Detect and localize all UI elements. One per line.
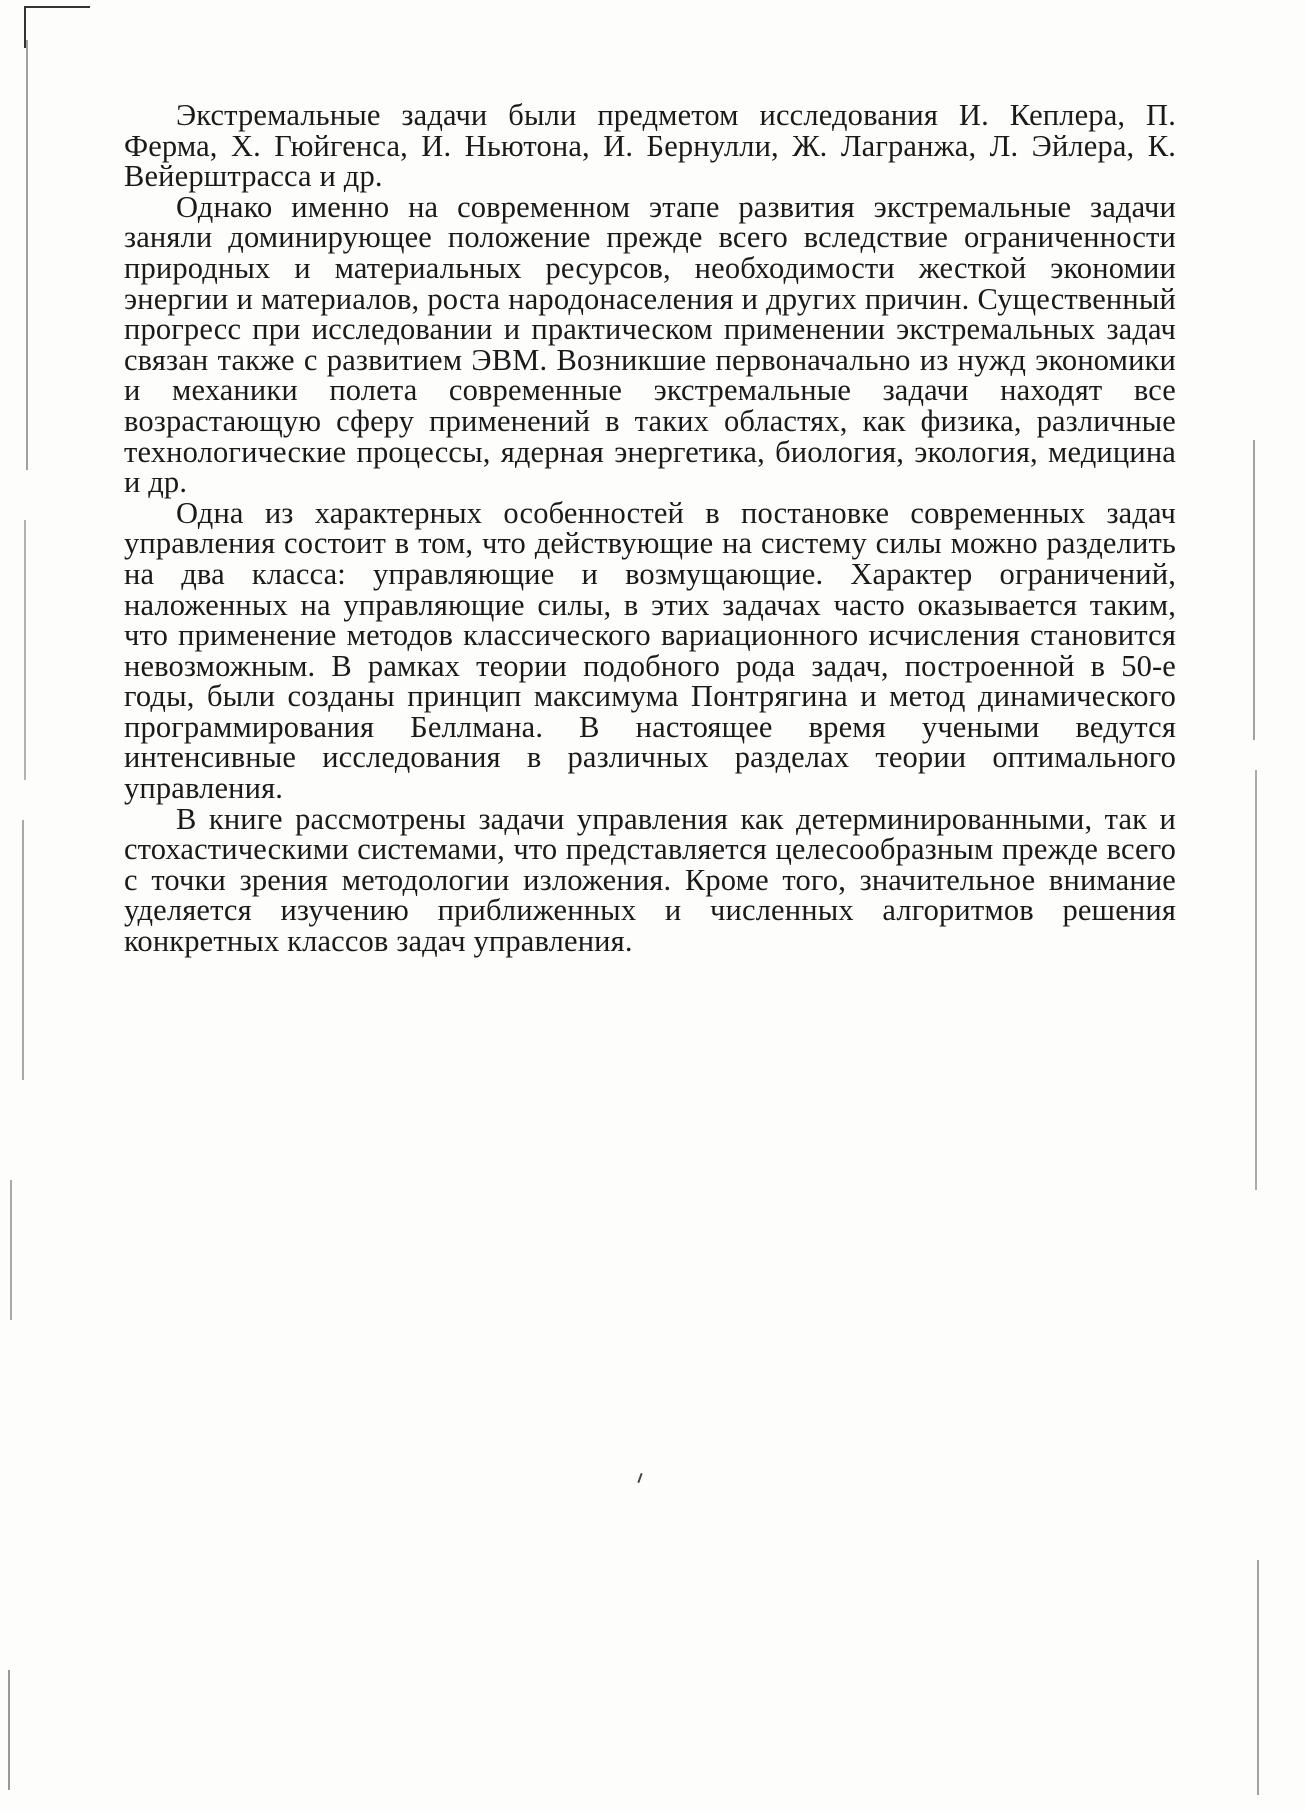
body-text bbox=[124, 100, 1176, 957]
scan-corner-mark bbox=[24, 6, 90, 48]
scan-edge-line bbox=[24, 520, 26, 780]
scan-stray-mark bbox=[637, 1473, 642, 1483]
scan-edge-line bbox=[1255, 770, 1257, 1190]
paragraph: Экстремальные задачи были предметом исследования И. Кеплера, П. Ферма, Х. Гюйгенса, И. Ньютона, И. Бернулли, Ж. Лагранжа, Л. Эйлера, К. Вейерштрасса и др. bbox=[124, 98, 1176, 194]
paragraph: Одна из характерных особенностей в постановке современных задач управления состоит в том, что действующие на систему силы можно разделить на два класса: управляющие и возмущающие. Характер ограничений, наложенных на управляющие силы, в этих задачах часто оказывается таким, что применение методов классического вариационного исчисления становится невозможным. В рамках теории подобного рода задач, построенной в 50-е годы, были созданы принцип максимума Понтрягина и метод динамического программирования Беллмана. В настоящее время учеными ведутся интенсивные исследования в различных разделах теории оптимального управления. bbox=[124, 495, 1176, 806]
scan-edge-line bbox=[1257, 1560, 1259, 1795]
scan-edge-line bbox=[8, 1670, 10, 1790]
paragraph: Однако именно на современном этапе развития экстремальные задачи заняли доминирующее положение прежде всего вследствие ограниченности природных и материальных ресурсов, необходимости жесткой экономии энергии и материалов, роста народонаселения и других причин. Существенный прогресс при исследовании и практическом применении экстремальных задач связан также с развитием ЭВМ. Возникшие первоначально из нужд экономики и механики полета современные экстремальные задачи находят все возрастающую сферу применений в таких областях, как физика, различные технологические процессы, ядерная энергетика, биология, экология, медицина и др. bbox=[124, 189, 1176, 500]
scan-edge-line bbox=[1253, 440, 1255, 740]
scan-edge-line bbox=[26, 40, 28, 470]
paragraph: В книге рассмотрены задачи управления как детерминированными, так и стохастическими системами, что представляется целесообразным прежде всего с точки зрения методологии изложения. Кроме того, значительное внимание уделяется изучению приближенных и численных алгоритмов решения конкретных классов задач управления. bbox=[124, 801, 1176, 959]
scan-edge-line bbox=[22, 820, 24, 1080]
scan-edge-line bbox=[10, 1180, 12, 1320]
